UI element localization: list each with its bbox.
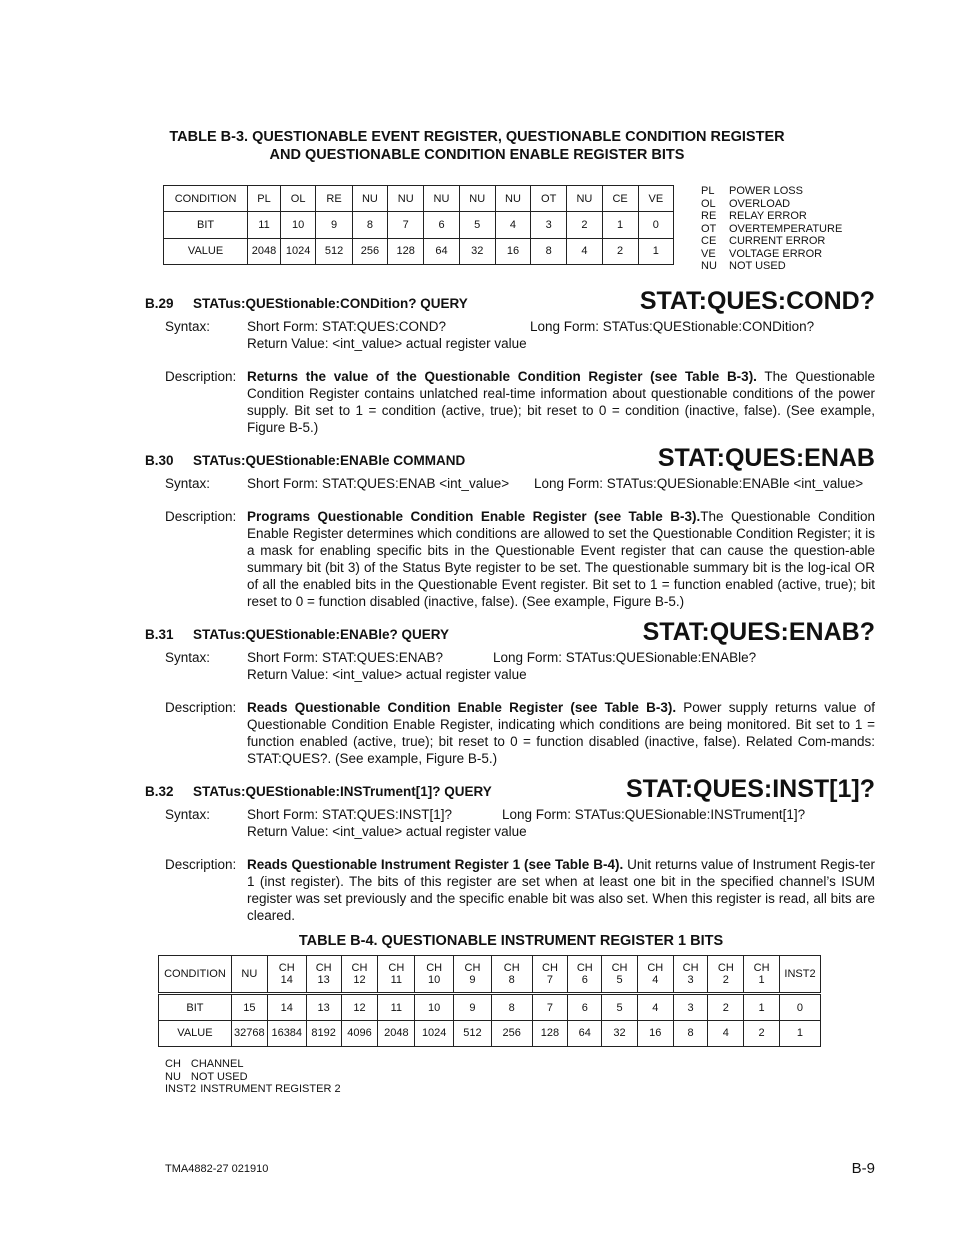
header-cell: [532, 956, 568, 994]
table-cell: 1024: [280, 238, 316, 264]
page-number: B-9: [851, 1160, 875, 1177]
table-cell: OT: [531, 186, 567, 212]
description-text: [247, 699, 875, 767]
table-cell: 4096: [341, 1020, 378, 1046]
table-b3-title-line2: AND QUESTIONABLE CONDITION ENABLE REGISTER BITS: [269, 147, 685, 163]
description-rest: Power supply returns value of Questionable Condition Enable Register, indicating which conditions are being monitored. Bit set to 1 = function enabled (active, true); bit reset to 0 = function disabled (inactive, false). Related Com-mands: STAT:QUES?. (See example, Figure B-5.): [247, 700, 875, 766]
table-cell: VE: [638, 186, 673, 212]
header-cell-line: 9: [469, 974, 476, 987]
note-text: CHANNEL: [190, 1058, 244, 1070]
long-form: Long Form: STATus:QUEStionable:CONDition?: [530, 319, 815, 334]
header-cell-line: CH: [503, 962, 520, 975]
section-b29-command: STAT:QUES:COND?: [639, 287, 875, 315]
description-label: Description:: [165, 369, 237, 384]
header-cell-line: 6: [581, 974, 588, 987]
note-abbr: CH: [165, 1058, 181, 1070]
table-cell: 15: [231, 994, 267, 1020]
legend-item: [701, 185, 842, 198]
table-cell: 14: [267, 994, 306, 1020]
table-cell: 2: [708, 994, 744, 1020]
description-bold: Reads Questionable Condition Enable Register (see Table B-3).: [247, 700, 677, 715]
legend-item: [701, 260, 842, 273]
table-cell: 12: [341, 994, 378, 1020]
table-cell: RE: [316, 186, 352, 212]
table-cell: 10: [280, 212, 316, 238]
return-value: Return Value: <int_value> actual register value: [247, 824, 527, 839]
header-cell-line: CH: [542, 962, 558, 975]
row-header-cell: CONDITION: [164, 186, 248, 212]
table-row: [159, 994, 821, 1020]
table-header-row: [159, 956, 821, 994]
table-cell: 6: [424, 212, 459, 238]
header-cell: [454, 956, 492, 994]
legend-abbr: NU: [701, 260, 717, 272]
legend-item: [701, 248, 842, 261]
header-cell-line: CH: [682, 962, 699, 975]
note-item: [165, 1083, 341, 1096]
note-text: INSTRUMENT REGISTER 2: [200, 1083, 341, 1095]
header-cell-line: 13: [317, 974, 330, 987]
table-cell: 7: [388, 212, 424, 238]
table-cell: 32: [602, 1020, 638, 1046]
header-cell-line: 4: [652, 974, 659, 987]
table-cell: OL: [280, 186, 316, 212]
legend-text: POWER LOSS: [729, 185, 803, 197]
header-cell: [415, 956, 454, 994]
table-cell: NU: [459, 186, 495, 212]
row-header-cell: VALUE: [159, 1020, 232, 1046]
table-cell: 1024: [415, 1020, 454, 1046]
table-cell: NU: [388, 186, 424, 212]
legend-item: [701, 198, 842, 211]
short-form: Short Form: STAT:QUES:INST[1]?: [247, 807, 453, 822]
note-item: [165, 1071, 341, 1084]
header-cell: [231, 956, 267, 994]
short-form: Short Form: STAT:QUES:COND?: [247, 319, 447, 334]
section-b32-command: STAT:QUES:INST[1]?: [625, 775, 875, 803]
note-item: [165, 1058, 341, 1071]
return-value: Return Value: <int_value> actual register value: [247, 667, 527, 682]
table-row: [164, 238, 674, 264]
table-b3: [163, 185, 674, 265]
table-cell: 2: [744, 1020, 780, 1046]
legend-abbr: VE: [701, 247, 716, 260]
table-cell: 4: [567, 238, 602, 264]
section-number: B.29: [145, 296, 174, 311]
section-b32-heading: [145, 784, 492, 799]
description-bold: Returns the value of the Questionable Condition Register (see Table B-3).: [247, 369, 757, 384]
table-cell: 256: [352, 238, 387, 264]
description-label: Description:: [165, 509, 237, 524]
description-text: [247, 508, 875, 610]
table-cell: 128: [532, 1020, 568, 1046]
table-cell: 2048: [378, 1020, 415, 1046]
table-row: [164, 186, 674, 212]
legend-abbr: CE: [701, 235, 717, 247]
table-cell: 0: [638, 212, 673, 238]
long-form: Long Form: STATus:QUESionable:ENABle?: [493, 650, 757, 665]
header-cell-line: CH: [647, 962, 664, 975]
legend-text: CURRENT ERROR: [729, 235, 826, 247]
header-cell: [568, 956, 602, 994]
header-cell-line: CH: [278, 962, 295, 975]
header-cell-line: CH: [351, 962, 368, 975]
return-value: Return Value: <int_value> actual register value: [247, 336, 527, 351]
section-b30-heading: [145, 453, 465, 468]
table-b3-legend: [701, 185, 842, 273]
header-cell-line: CH: [315, 962, 332, 975]
table-cell: 512: [316, 238, 352, 264]
table-cell: 8: [531, 238, 567, 264]
table-cell: 7: [532, 994, 568, 1020]
table-cell: 2: [567, 212, 602, 238]
section-number: B.30: [145, 453, 174, 468]
table-cell: 0: [779, 994, 820, 1020]
legend-text: OVERLOAD: [729, 197, 791, 210]
row-header-cell: VALUE: [164, 238, 248, 264]
table-cell: NU: [424, 186, 459, 212]
header-cell-line: 7: [546, 974, 554, 987]
table-cell: 3: [673, 994, 708, 1020]
table-b3-title-line1: TABLE B-3. QUESTIONABLE EVENT REGISTER, QUESTIONABLE CONDITION REGISTER: [169, 129, 785, 145]
legend-abbr: OL: [701, 197, 716, 210]
table-cell: 5: [459, 212, 495, 238]
section-title: STATus:QUEStionable:INSTrument[1]? QUERY: [193, 784, 492, 799]
table-cell: PL: [248, 186, 281, 212]
description-rest: Unit returns value of Instrument Regis-ter 1 (inst register). The bits of this register are set when at least one bit in the specified channel’s ISUM register was set previously and the specific enable bit was also set. When this register is read, all bits are cleared.: [247, 857, 875, 923]
section-title: STATus:QUEStionable:CONDition? QUERY: [193, 296, 468, 311]
description-bold: Programs Questionable Condition Enable Register (see Table B-3).: [247, 509, 701, 524]
table-row: [164, 212, 674, 238]
table-cell: 11: [248, 212, 281, 238]
legend-abbr: RE: [701, 210, 717, 222]
header-cell: [306, 956, 341, 994]
note-abbr: INST2: [165, 1083, 197, 1095]
table-row: [159, 1020, 821, 1046]
section-b31-command: STAT:QUES:ENAB?: [642, 618, 875, 646]
legend-text: NOT USED: [729, 260, 786, 272]
header-cell-line: CH: [753, 962, 770, 975]
table-cell: CE: [602, 186, 638, 212]
table-cell: 10: [415, 994, 454, 1020]
table-cell: 2: [602, 238, 638, 264]
note-abbr: NU: [165, 1070, 181, 1083]
table-cell: 4: [708, 1020, 744, 1046]
table-cell: 6: [568, 994, 602, 1020]
table-cell: 4: [495, 212, 530, 238]
table-cell: 3: [531, 212, 567, 238]
header-cell-line: 2: [722, 974, 729, 987]
header-cell: [779, 956, 820, 994]
table-cell: 1: [602, 212, 638, 238]
header-cell-line: 1: [758, 974, 765, 987]
header-cell-line: 14: [280, 974, 293, 987]
section-title: STATus:QUEStionable:ENABle COMMAND: [193, 453, 466, 468]
header-cell: [491, 956, 532, 994]
header-cell: [673, 956, 708, 994]
section-b29-heading: [145, 296, 468, 311]
table-cell: 8: [352, 212, 387, 238]
header-cell: [267, 956, 306, 994]
table-b3-title: [0, 128, 954, 164]
table-b4: [158, 955, 821, 1047]
row-header-cell: BIT: [159, 994, 232, 1020]
description-label: Description:: [165, 700, 237, 715]
table-cell: 8: [491, 994, 532, 1020]
legend-item: [701, 223, 842, 236]
header-cell-line: CONDITION: [164, 968, 226, 981]
table-cell: 16: [495, 238, 530, 264]
header-cell: [378, 956, 415, 994]
syntax-label: Syntax:: [165, 319, 211, 334]
legend-text: VOLTAGE ERROR: [729, 247, 823, 260]
header-cell-line: CH: [576, 962, 593, 975]
header-cell-line: 8: [508, 974, 515, 987]
table-cell: 16384: [267, 1020, 306, 1046]
table-cell: 9: [454, 994, 492, 1020]
header-cell: [159, 956, 232, 994]
legend-abbr: OT: [701, 222, 717, 235]
table-cell: 1: [779, 1020, 820, 1046]
table-cell: 4: [637, 994, 673, 1020]
table-cell: 1: [638, 238, 673, 264]
table-cell: 1: [744, 994, 780, 1020]
long-form: Long Form: STATus:QUESionable:ENABle <int_value>: [534, 476, 864, 491]
table-cell: NU: [495, 186, 530, 212]
description-text: [247, 368, 875, 436]
legend-text: RELAY ERROR: [729, 210, 807, 222]
short-form: Short Form: STAT:QUES:ENAB?: [247, 650, 444, 665]
description-rest: The Questionable Condition Enable Register determines which conditions are allowed to set the Questionable Condition Register; it is a mask for enabling specific bits in the Questionable Event register that can cause the question-able summary bit (bit 3) of the Status Byte register to be set. The questionable summary bit is the log-ical OR of all the enabled bits in the Questionable Event register. Bit set to 1 = function enabled (active, true); bit reset to 0 = function disabled (inactive, false). (See example, Figure B-5.): [247, 509, 875, 609]
header-cell-line: 10: [428, 974, 441, 987]
syntax-label: Syntax:: [165, 650, 211, 665]
legend-item: [701, 210, 842, 223]
table-cell: 8192: [306, 1020, 341, 1046]
table-cell: 64: [424, 238, 459, 264]
table-cell: NU: [567, 186, 602, 212]
legend-text: OVERTEMPERATURE: [729, 222, 843, 235]
syntax-label: Syntax:: [165, 807, 211, 822]
header-cell: [341, 956, 378, 994]
table-cell: 8: [673, 1020, 708, 1046]
note-text: NOT USED: [190, 1070, 248, 1083]
table-cell: 64: [568, 1020, 602, 1046]
table-cell: NU: [352, 186, 387, 212]
table-cell: 2048: [248, 238, 281, 264]
header-cell-line: 12: [353, 974, 366, 987]
table-cell: 256: [491, 1020, 532, 1046]
description-text: [247, 856, 875, 924]
table-cell: 9: [316, 212, 352, 238]
table-b4-notes: [165, 1058, 341, 1096]
header-cell: [602, 956, 638, 994]
table-cell: 512: [454, 1020, 492, 1046]
table-cell: 16: [637, 1020, 673, 1046]
header-cell-line: 5: [616, 974, 623, 987]
description-bold: Reads Questionable Instrument Register 1 (see Table B-4).: [247, 857, 624, 872]
header-cell-line: CH: [426, 962, 443, 975]
section-number: B.32: [145, 784, 174, 799]
table-cell: 32: [459, 238, 495, 264]
table-cell: 11: [378, 994, 415, 1020]
header-cell-line: CH: [717, 962, 734, 975]
table-cell: 5: [602, 994, 638, 1020]
header-cell-line: CH: [464, 962, 481, 975]
table-cell: 13: [306, 994, 341, 1020]
table-cell: 128: [388, 238, 424, 264]
header-cell: [744, 956, 780, 994]
syntax-label: Syntax:: [165, 476, 211, 491]
description-rest: The Questionable Condition Register contains unlatched real-time information about questionable conditions of the power supply. Bit set to 1 = condition (active, true); bit reset to 0 = condition (inactive, false). (See example, Figure B-5.): [247, 369, 875, 435]
legend-item: [701, 235, 842, 248]
short-form: Short Form: STAT:QUES:ENAB <int_value>: [247, 476, 510, 491]
header-cell-line: 3: [687, 974, 694, 987]
header-cell-line: CH: [611, 962, 628, 975]
row-header-cell: BIT: [164, 212, 248, 238]
document-id: TMA4882-27 021910: [165, 1163, 269, 1175]
section-b31-heading: [145, 627, 449, 642]
header-cell: [708, 956, 744, 994]
section-number: B.31: [145, 627, 174, 642]
section-title: STATus:QUEStionable:ENABle? QUERY: [193, 627, 450, 642]
description-label: Description:: [165, 857, 237, 872]
header-cell-line: INST2: [784, 968, 816, 981]
table-b4-title: TABLE B-4. QUESTIONABLE INSTRUMENT REGISTER 1 BITS: [298, 933, 724, 949]
table-cell: 32768: [231, 1020, 267, 1046]
header-cell: [637, 956, 673, 994]
header-cell-line: CH: [388, 962, 405, 975]
section-b30-command: STAT:QUES:ENAB: [657, 444, 875, 472]
header-cell-line: 11: [390, 974, 403, 987]
legend-abbr: PL: [701, 185, 715, 197]
long-form: Long Form: STATus:QUESionable:INSTrument[1]?: [502, 807, 806, 822]
header-cell-line: NU: [241, 968, 258, 981]
